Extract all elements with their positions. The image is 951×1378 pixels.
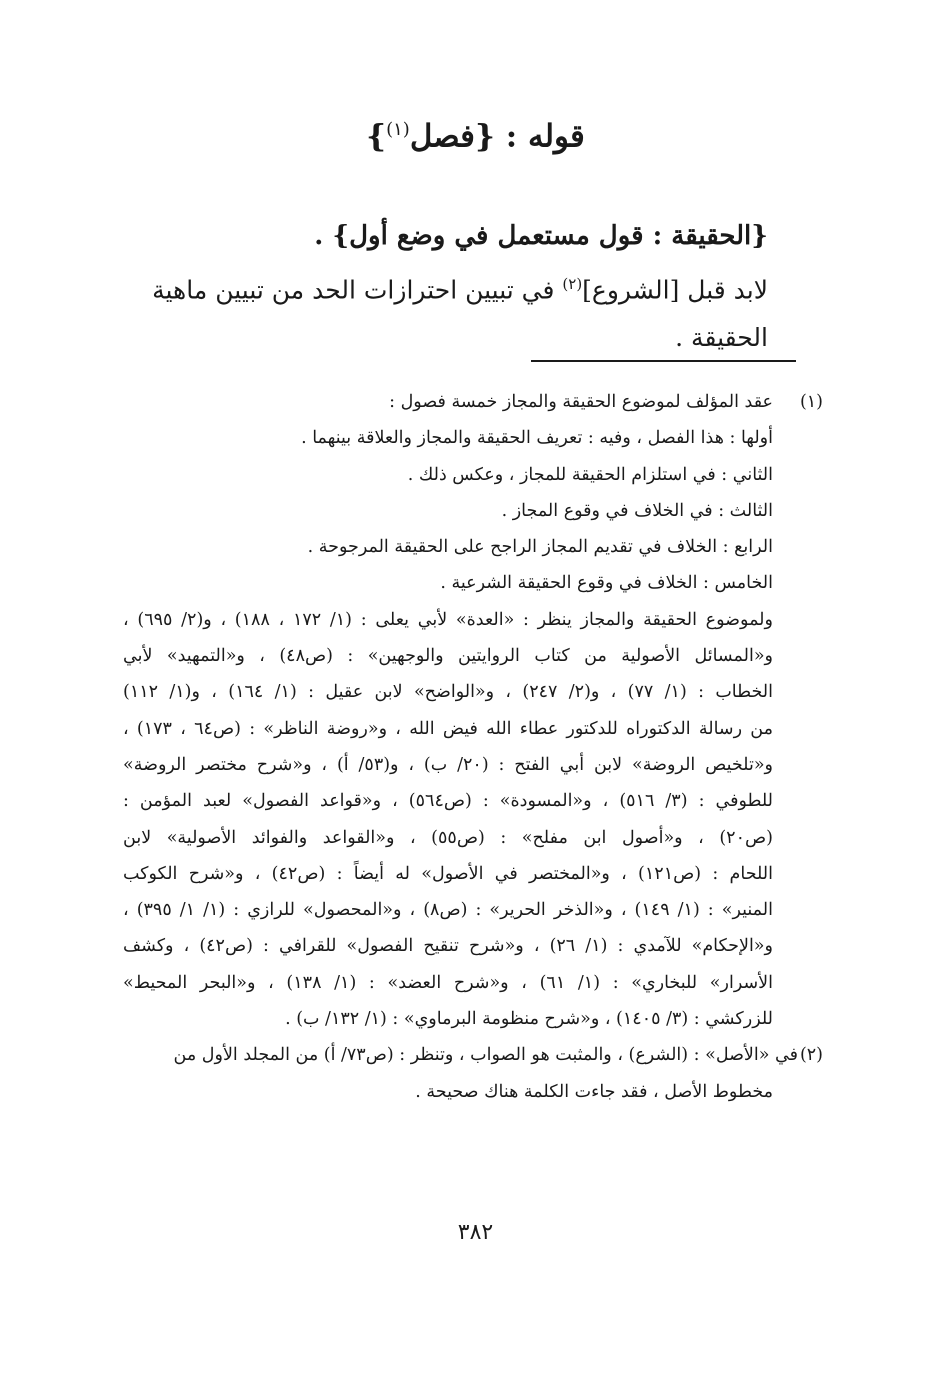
body-footnote-mark: (٢) (562, 275, 583, 293)
footnote-line: أولها : هذا الفصل ، وفيه : تعريف الحقيقة والمجاز والعلاقة بينهما . (301, 428, 773, 449)
footnote-line: الثاني : في استلزام الحقيقة للمجاز ، وعكس ذلك . (407, 464, 773, 485)
footnote-line: الثالث : في الخلاف في وقوع المجاز . (501, 500, 773, 521)
footnote-line: (ص٢٠) ، و«أصول ابن مفلح» : (ص٥٥) ، و«القواعد والفوائد الأصولية» لابن (123, 827, 773, 848)
heading-closing-brace: } (366, 118, 387, 155)
body-sentence (128, 260, 768, 362)
footnote-divider (531, 360, 796, 362)
footnote-line: الخطاب : (١/ ٧٧) ، و(٢/ ٢٤٧) ، و«الواضح» لابن عقيل : (١/ ١٦٤) ، و(١/ ١١٢) (123, 682, 773, 703)
heading-footnote-mark: (١) (386, 119, 410, 140)
footnote-line: و«المسائل الأصولية من كتاب الروايتين والوجهين» : (ص٤٨) ، و«التمهيد» لأبي (123, 646, 773, 667)
footnote-line: في «الأصل» : (الشرع) ، والمثبت هو الصواب ، وتنظر : (ص٧٣/ أ) من المجلد الأول من (173, 1045, 798, 1066)
body-sentence-part1: لابد قبل [الشروع] (582, 275, 768, 305)
footnote-line: الأسرار» للبخاري» : (١/ ٦١) ، و«شرح العضد» : (١/ ١٣٨) ، و«البحر المحيط» (123, 972, 773, 993)
footnote-line: و«تلخيص الروضة» لابن أبي الفتح : (٢٠/ ب) ، و(٥٣/ أ) ، و«شرح مختصر الروضة» (123, 754, 773, 775)
footnote-line: من رسالة الدكتوراه للدكتور عطاء الله فيض الله ، و«روضة الناظر» : (ص٦٤ ، ١٧٣) ، (123, 718, 774, 739)
footnote-1 (123, 384, 823, 1037)
footnote-line: للزركشي : (٣/ ١٤٠٥) ، و«شرح منظومة البرماوي» : (١/ ١٣٢/ ب) . (285, 1009, 773, 1030)
heading-text: قوله : {فصل (409, 118, 585, 155)
footnote-line: المنير» : (١/ ١٤٩) ، و«الذخر الحرير» : (ص٨) ، و«المحصول» للرازي : (١/ ١/ ٣٩٥) ، (123, 900, 773, 921)
footnote-line: الرابع : الخلاف في تقديم المجاز الراجح على الحقيقة المرجوحة . (307, 537, 773, 558)
footnote-line: ولموضوع الحقيقة والمجاز ينظر : «العدة» لأبي يعلى : (١/ ١٧٢ ، ١٨٨) ، و(٢/ ٦٩٥) ، (123, 609, 773, 630)
footnote-line: اللحام : (ص١٢١) ، و«المختصر في الأصول» له أيضاً : (ص٤٢) ، و«شرح الكوكب (123, 863, 773, 884)
body-sentence-part2: في تبيين احترازات الحد من تبيين ماهية الحقيقة . (152, 275, 768, 353)
footnote-number: (٢) (799, 1045, 823, 1066)
footnote-line: الخامس : الخلاف في وقوع الحقيقة الشرعية . (440, 573, 773, 594)
footnote-line: و«الإحكام» للآمدي : (١/ ٢٦) ، و«شرح تنقيح الفصول» للقرافي : (ص٤٢) ، وكشف (123, 936, 773, 957)
main-text (128, 212, 768, 362)
section-heading (0, 108, 951, 158)
footnote-line: مخطوط الأصل ، فقد جاءت الكلمة هناك صحيحة . (415, 1081, 773, 1102)
footnote-2 (123, 1037, 823, 1110)
footnote-line: للطوفي : (٣/ ٥١٦) ، و«المسودة» : (ص٥٦٤) ، و«قواعد الفصول» لعبد المؤمن : (123, 791, 773, 812)
definition-line: {الحقيقة : قول مستعمل في وضع أول} . (314, 221, 768, 251)
footnotes (123, 384, 823, 1110)
footnote-line: عقد المؤلف لموضوع الحقيقة والمجاز خمسة فصول : (389, 392, 773, 412)
footnote-number: (١) (799, 392, 823, 412)
page-number: ٣٨٢ (457, 1220, 494, 1245)
